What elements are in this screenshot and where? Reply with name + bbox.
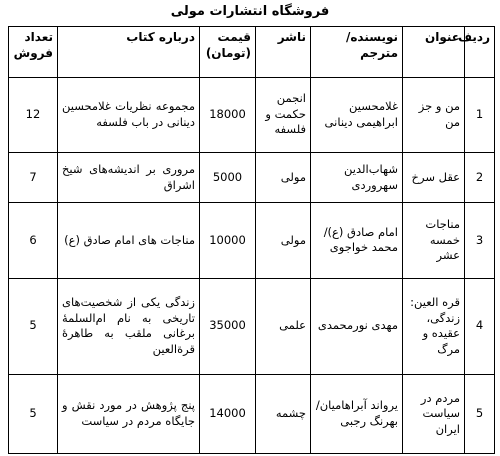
cell-sales: 5 bbox=[9, 374, 58, 453]
cell-about: زندگی یکی از شخصیت‌های تاریخی به نام ام‌السلمهٔ برغانی ملقب به طاهرهٔ قرة‌العین bbox=[58, 278, 200, 374]
cell-sales: 6 bbox=[9, 203, 58, 278]
header-author: نویسنده/ مترجم bbox=[311, 27, 403, 78]
cell-about: مجموعه نظریات غلامحسین دینانی در باب فلسفه bbox=[58, 77, 200, 152]
header-sales: تعداد فروش bbox=[9, 27, 58, 78]
table-row bbox=[9, 152, 495, 203]
cell-author: امام صادق (ع)/ محمد خواجوی bbox=[311, 203, 403, 278]
cell-price: 14000 bbox=[200, 374, 256, 453]
cell-price: 35000 bbox=[200, 278, 256, 374]
table-row bbox=[9, 278, 495, 374]
cell-publisher: علمی bbox=[256, 278, 311, 374]
table-row bbox=[9, 77, 495, 152]
cell-author: یرواند آبراهامیان/بهرنگ رجبی bbox=[311, 374, 403, 453]
books-table bbox=[8, 26, 495, 454]
cell-title: قره العین: زندگی، عقیده و مرگ bbox=[403, 278, 465, 374]
cell-publisher: مولی bbox=[256, 203, 311, 278]
header-title: عنوان bbox=[403, 27, 465, 78]
cell-about: مناجات های امام صادق (ع) bbox=[58, 203, 200, 278]
cell-publisher: مولی bbox=[256, 152, 311, 203]
cell-author: مهدی نورمحمدی bbox=[311, 278, 403, 374]
cell-author: غلامحسین ابراهیمی دینانی bbox=[311, 77, 403, 152]
cell-title: عقل سرخ bbox=[403, 152, 465, 203]
cell-publisher: چشمه bbox=[256, 374, 311, 453]
cell-about: پنج پژوهش در مورد نقش و جایگاه مردم در سیاست bbox=[58, 374, 200, 453]
header-price: قیمت (تومان) bbox=[200, 27, 256, 78]
cell-row-no: 5 bbox=[465, 374, 495, 453]
header-row-no: ردیف bbox=[465, 27, 495, 78]
table-row bbox=[9, 374, 495, 453]
cell-about: مروری بر اندیشه‌های شیخ اشراق bbox=[58, 152, 200, 203]
table-row bbox=[9, 203, 495, 278]
cell-row-no: 3 bbox=[465, 203, 495, 278]
table-header-row bbox=[9, 27, 495, 78]
cell-sales: 12 bbox=[9, 77, 58, 152]
cell-sales: 5 bbox=[9, 278, 58, 374]
header-publisher: ناشر bbox=[256, 27, 311, 78]
cell-row-no: 2 bbox=[465, 152, 495, 203]
cell-publisher: انجمن حکمت و فلسفه bbox=[256, 77, 311, 152]
cell-sales: 7 bbox=[9, 152, 58, 203]
cell-title: مناجات خمسه عشر bbox=[403, 203, 465, 278]
cell-author: شهاب‌الدین سهروردی bbox=[311, 152, 403, 203]
cell-title: مردم در سیاست ایران bbox=[403, 374, 465, 453]
page-title: فروشگاه انتشارات مولی bbox=[170, 4, 330, 19]
cell-title: من و جز من bbox=[403, 77, 465, 152]
header-about: درباره کتاب bbox=[58, 27, 200, 78]
cell-row-no: 4 bbox=[465, 278, 495, 374]
cell-row-no: 1 bbox=[465, 77, 495, 152]
cell-price: 10000 bbox=[200, 203, 256, 278]
cell-price: 18000 bbox=[200, 77, 256, 152]
cell-price: 5000 bbox=[200, 152, 256, 203]
